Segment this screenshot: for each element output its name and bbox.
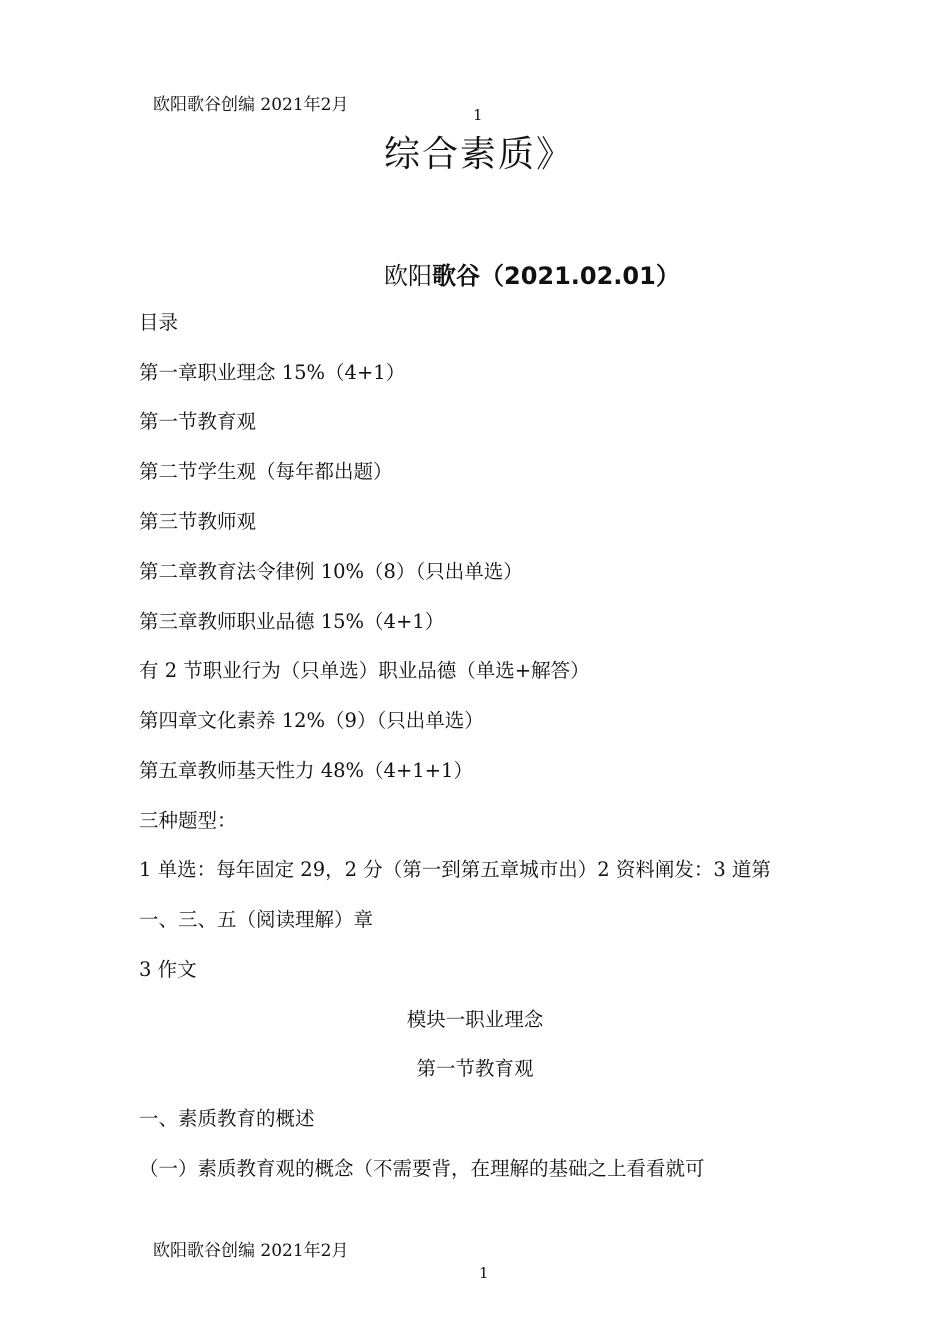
toc-line: 第一章职业理念 15%（4+1）: [139, 361, 406, 384]
author-name-bold: 歌谷: [432, 262, 480, 290]
header-page-number: 1: [473, 106, 483, 124]
toc-line: 三种题型：: [139, 809, 237, 832]
toc-line: 第五章教师基天性力 48%（4+1+1）: [139, 759, 473, 782]
module-title: 模块一职业理念: [406, 1008, 544, 1031]
body-heading: 一、素质教育的概述: [139, 1107, 315, 1130]
section-title: 第一节教育观: [416, 1057, 534, 1080]
toc-line: 第三章教师职业品德 15%（4+1）: [139, 610, 445, 633]
author-line: [384, 256, 680, 291]
toc-line: 第四章文化素养 12%（9）（只出单选）: [139, 709, 484, 732]
toc-line: 第一节教育观: [139, 410, 257, 433]
document-title: 综合素质》: [384, 134, 575, 175]
header-credit: 欧阳歌谷创编 2021年2月: [153, 95, 349, 115]
toc-line: 有 2 节职业行为（只单选）职业品德（单选+解答）: [139, 659, 590, 682]
toc-line: 第二节学生观（每年都出题）: [139, 460, 393, 483]
author-name-plain: 欧阳: [384, 262, 432, 290]
toc-line: 一、三、五（阅读理解）章: [139, 908, 374, 931]
author-date: （2021.02.01）: [480, 262, 680, 290]
footer-credit: 欧阳歌谷创编 2021年2月: [153, 1241, 349, 1261]
toc-line: 3 作文: [139, 958, 197, 981]
toc-line: 1 单选：每年固定 29，2 分（第一到第五章城市出）2 资料阐发：3 道第: [139, 858, 771, 881]
toc-line: 第三节教师观: [139, 510, 257, 533]
toc-line: 第二章教育法令律例 10%（8）（只出单选）: [139, 560, 523, 583]
body-paragraph: （一）素质教育观的概念（不需要背，在理解的基础之上看看就可: [139, 1157, 705, 1180]
toc-heading: 目录: [139, 311, 179, 334]
footer-page-number: 1: [479, 1264, 489, 1282]
